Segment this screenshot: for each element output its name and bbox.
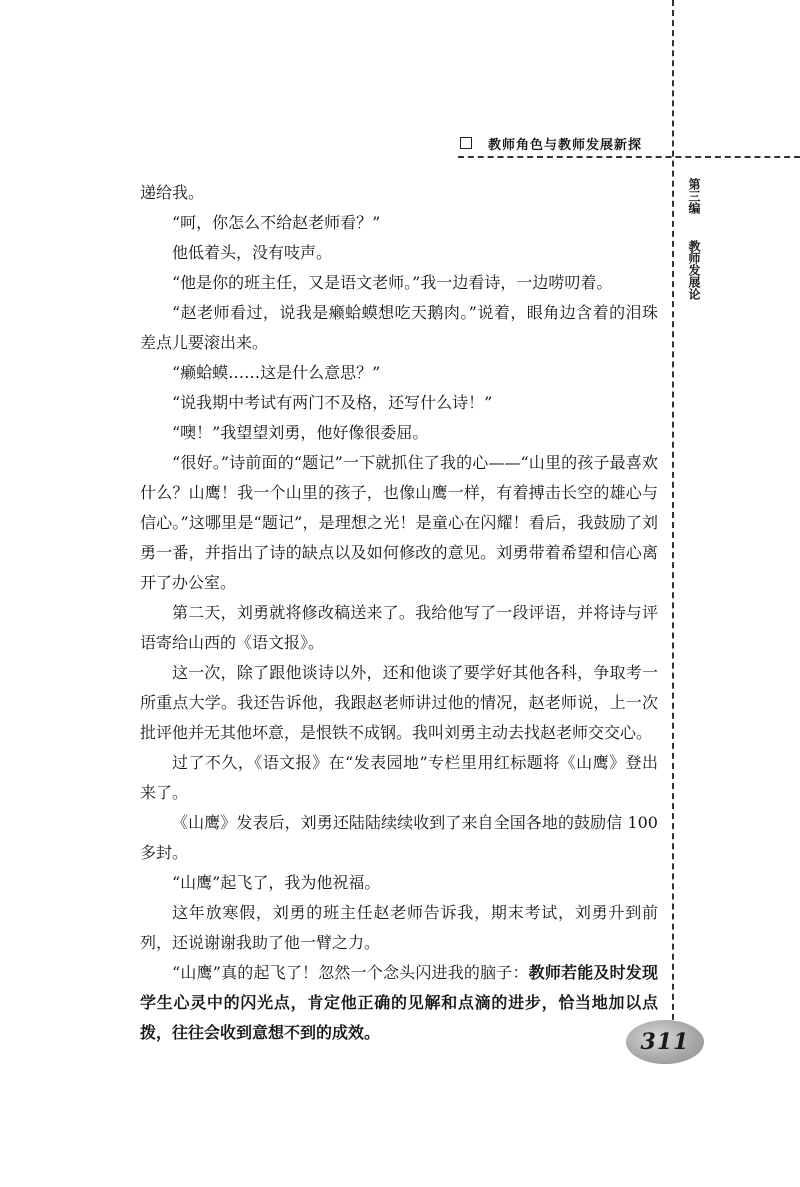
paragraph: “癞蛤蟆……这是什么意思？” — [172, 363, 381, 382]
page-number-badge — [626, 1020, 704, 1064]
paragraph: 这一次，除了跟他谈诗以外，还和他谈了要学好其他各科，争取考一所重点大学。我还告诉他，我跟赵老师讲过他的情况，赵老师说，上一次批评他并无其他坏意，是恨铁不成钢。我叫刘勇主动去找赵老师交交心。 — [140, 663, 658, 742]
paragraph: “他是你的班主任，又是语文老师。”我一边看诗，一边唠叨着。 — [172, 273, 613, 292]
paragraph: “赵老师看过，说我是癞蛤蟆想吃天鹅肉。”说着，眼角边含着的泪珠差点儿要滚出来。 — [140, 303, 658, 352]
final-paragraph-bold: 教师若能及时发现学生心灵中的闪光点，肯定他正确的见解和点滴的进步，恰当地加以点拨，往往会收到意想不到的成效。 — [140, 963, 658, 1042]
running-header — [460, 133, 642, 153]
square-bullet-icon — [460, 137, 472, 149]
header-dashed-horizontal-line — [458, 156, 800, 158]
paragraph: 他低着头，没有吱声。 — [172, 243, 333, 262]
body-text — [140, 178, 658, 1048]
paragraph: 《山鹰》发表后，刘勇还陆陆续续收到了来自全国各地的鼓励信 100 多封。 — [140, 813, 658, 862]
paragraph: 第二天，刘勇就将修改稿送来了。我给他写了一段评语，并将诗与评语寄给山西的《语文报》。 — [140, 603, 658, 652]
paragraph: “说我期中考试有两门不及格，还写什么诗！” — [172, 393, 493, 412]
paragraph: 递给我。 — [140, 183, 205, 202]
final-paragraph — [140, 958, 658, 1048]
running-header-title: 教师角色与教师发展新探 — [488, 137, 643, 153]
paragraph: “呵，你怎么不给赵老师看？” — [172, 213, 381, 232]
side-tab-part-title: 教师发展论 — [687, 240, 701, 300]
paragraph: “山鹰”起飞了，我为他祝福。 — [172, 873, 381, 892]
paragraph: “噢！”我望望刘勇，他好像很委屈。 — [172, 423, 429, 442]
side-tab-part: 第三编 — [687, 178, 701, 214]
final-paragraph-normal: “山鹰”真的起飞了！忽然一个念头闪进我的脑子： — [172, 963, 529, 982]
paragraph: “很好。”诗前面的“题记”一下就抓住了我的心——“山里的孩子最喜欢什么？山鹰！我一个山里的孩子，也像山鹰一样，有着搏击长空的雄心与信心。”这哪里是“题记”，是理想之光！是童心在闪耀！看后，我鼓励了刘勇一番，并指出了诗的缺点以及如何修改的意见。刘勇带着希望和信心离开了办公室。 — [140, 453, 658, 592]
paragraph: 过了不久，《语文报》在“发表园地”专栏里用红标题将《山鹰》登出来了。 — [140, 753, 658, 802]
page-number: 311 — [640, 1029, 690, 1055]
paragraph: 这年放寒假，刘勇的班主任赵老师告诉我，期末考试，刘勇升到前列，还说谢谢我助了他一臂之力。 — [140, 903, 658, 952]
